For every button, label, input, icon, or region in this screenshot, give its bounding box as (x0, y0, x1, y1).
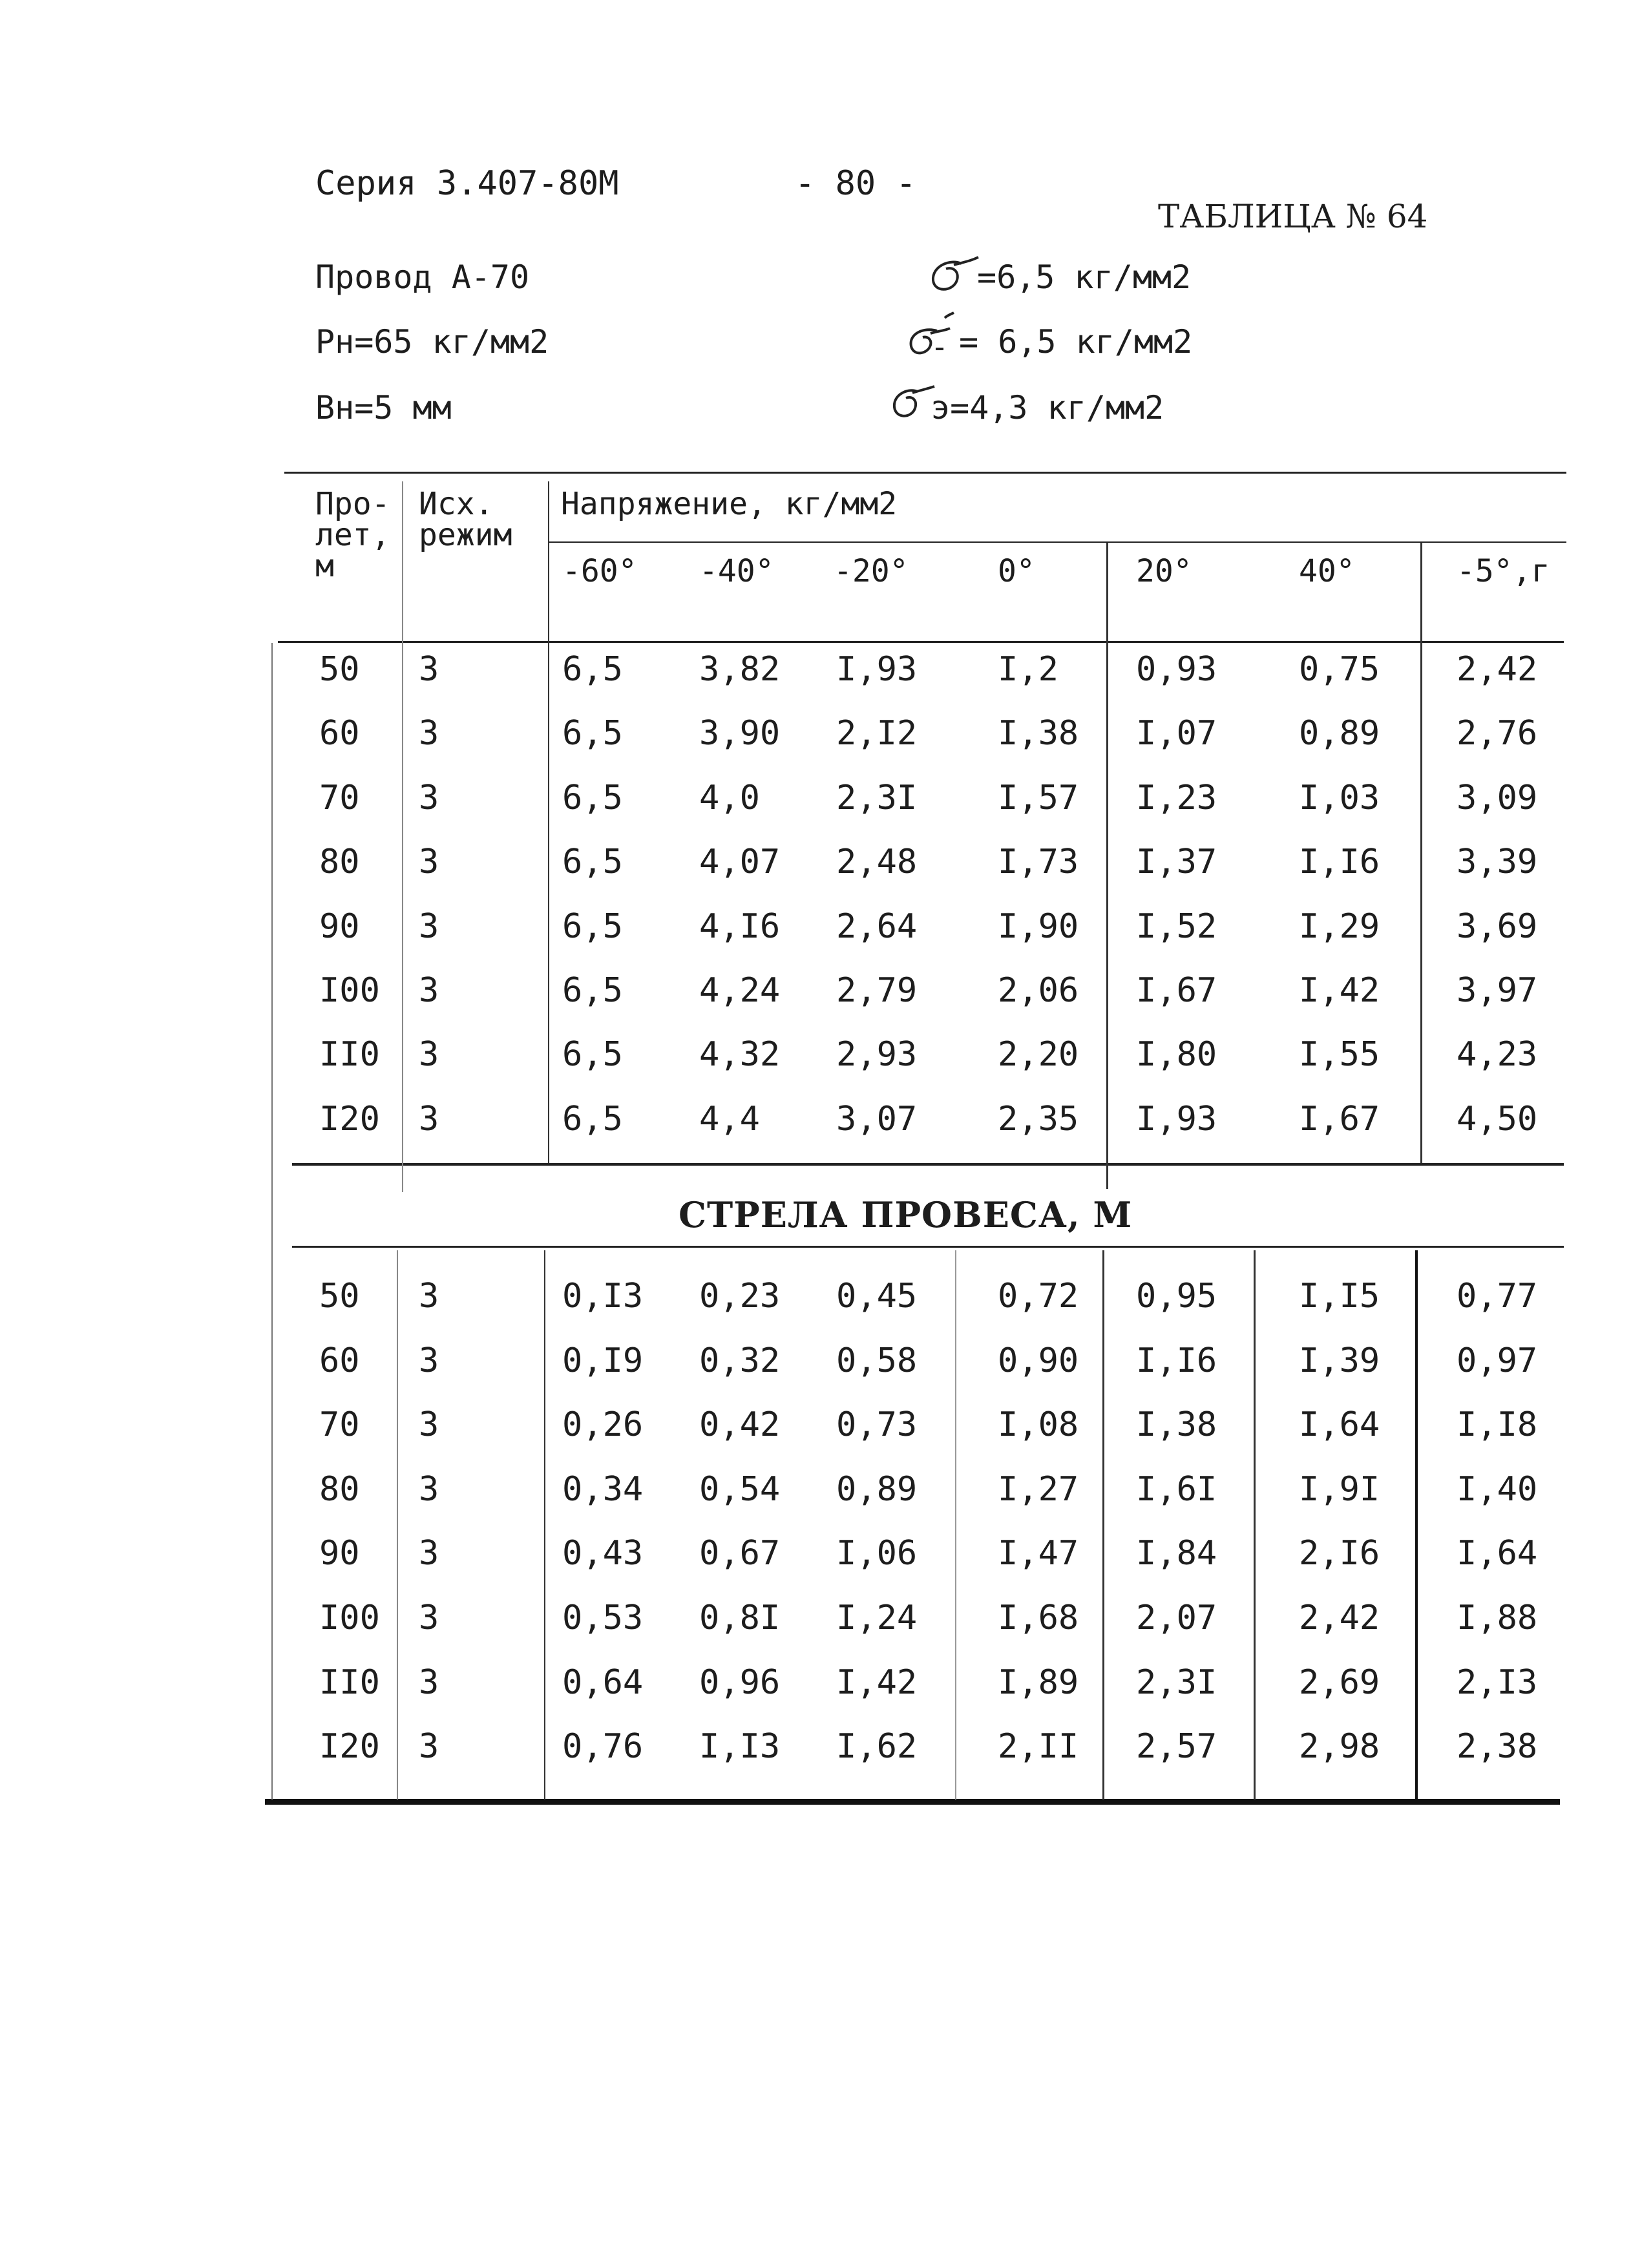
sag-cell-t-m40: I,I3 (699, 1727, 781, 1767)
sag-cell-t-20: I,I6 (1136, 1341, 1217, 1380)
temp-header-m20: -20° (834, 553, 909, 589)
last-col-line (1420, 543, 1422, 1163)
stress-cell-mode: 3 (419, 843, 439, 882)
sag-cell-t-m20: 0,73 (836, 1405, 918, 1445)
header-bottom-rule (278, 641, 1564, 643)
stress-cell-t-0: I,38 (998, 714, 1079, 753)
stress-cell-t-m20: 2,I2 (836, 714, 918, 753)
stress-cell-t-40: I,29 (1299, 907, 1380, 946)
sag-cell-mode: 3 (419, 1663, 439, 1702)
stress-cell-t-20: I,93 (1136, 1099, 1217, 1139)
sag-cell-t-20: 2,07 (1136, 1599, 1217, 1637)
stress-cell-mode: 3 (419, 971, 439, 1010)
sag-cell-t-m20: 0,45 (836, 1277, 918, 1316)
stress-cell-t-m5-ice: 3,09 (1457, 778, 1538, 817)
mid-col-line (1106, 543, 1108, 1189)
stress-cell-t-m20: I,93 (836, 650, 918, 689)
stress-cell-span: II0 (319, 1035, 380, 1075)
stress-cell-t-m5-ice: 3,39 (1457, 843, 1538, 882)
sag-cell-t-0: I,89 (998, 1663, 1079, 1702)
sag-cell-t-20: 2,3I (1136, 1663, 1217, 1702)
sag-cell-t-m5-ice: 2,I3 (1457, 1663, 1538, 1702)
sag-cell-t-m20: I,06 (836, 1534, 918, 1573)
stress-cell-t-m5-ice: 4,23 (1457, 1035, 1538, 1075)
mid-col-line-lower (1102, 1250, 1104, 1800)
sag-cell-t-m20: 0,58 (836, 1341, 918, 1380)
sag-cell-t-0: I,27 (998, 1469, 1079, 1509)
stress-group-line (548, 481, 549, 1163)
temp-header-m60: -60° (562, 553, 637, 589)
sag-cell-t-m60: 0,34 (562, 1469, 644, 1509)
stress-cell-t-0: I,57 (998, 778, 1079, 817)
sag-cell-t-m5-ice: I,88 (1457, 1599, 1538, 1637)
sag-cell-t-40: I,I5 (1299, 1277, 1380, 1316)
stress-cell-t-m5-ice: 2,42 (1457, 650, 1538, 689)
sigma-max-value: =6,5 кг/мм2 (977, 258, 1192, 296)
stress-cell-t-40: I,55 (1299, 1035, 1380, 1075)
sag-cell-t-m40: 0,23 (699, 1277, 781, 1316)
sag-section-header: СТРЕЛА ПРОВЕСА, М (679, 1194, 1133, 1235)
stress-cell-t-m40: 4,0 (699, 778, 760, 817)
sag-cell-t-m5-ice: 0,97 (1457, 1341, 1538, 1380)
sag-cell-t-20: I,38 (1136, 1405, 1217, 1445)
sag-cell-t-20: I,84 (1136, 1534, 1217, 1573)
stress-cell-t-m20: 2,3I (836, 778, 918, 817)
stress-cell-t-m40: 4,I6 (699, 907, 781, 946)
sag-cell-t-m20: I,62 (836, 1727, 918, 1767)
sag-cell-mode: 3 (419, 1341, 439, 1380)
stress-cell-span: I20 (319, 1099, 380, 1139)
temp-header-m5-ice: -5°,г (1457, 553, 1550, 589)
sag-cell-t-0: I,47 (998, 1534, 1079, 1573)
stress-cell-t-0: I,73 (998, 843, 1079, 882)
stress-cell-span: 80 (319, 843, 360, 882)
mode-column-header: Исх. режим (419, 486, 512, 553)
sag-cell-t-m60: 0,I9 (562, 1341, 644, 1380)
stress-cell-t-m60: 6,5 (562, 778, 623, 817)
sag-cell-t-m40: 0,54 (699, 1469, 781, 1509)
stress-cell-mode: 3 (419, 1099, 439, 1139)
sag-cell-t-0: 0,90 (998, 1341, 1079, 1380)
stress-cell-t-20: 0,93 (1136, 650, 1217, 689)
stress-cell-t-m60: 6,5 (562, 650, 623, 689)
temp-header-m40: -40° (699, 553, 774, 589)
sag-cell-t-m60: 0,I3 (562, 1277, 644, 1316)
col40-line-lower (1254, 1250, 1256, 1800)
stress-cell-t-40: 0,89 (1299, 714, 1380, 753)
stress-cell-t-m60: 6,5 (562, 1099, 623, 1139)
table-top-rule (284, 472, 1566, 474)
stress-cell-t-20: I,37 (1136, 843, 1217, 882)
sag-cell-t-m60: 0,26 (562, 1405, 644, 1445)
sag-cell-t-m5-ice: I,64 (1457, 1534, 1538, 1573)
sigma-min-value: = 6,5 кг/мм2 (959, 323, 1193, 361)
sag-cell-t-m40: 0,8I (699, 1599, 781, 1637)
col0-line-lower (955, 1250, 956, 1800)
sag-cell-span: 70 (319, 1405, 360, 1445)
sag-cell-mode: 3 (419, 1277, 439, 1316)
sag-cell-t-40: 2,98 (1299, 1727, 1380, 1767)
last-col-line-lower (1415, 1250, 1418, 1800)
span-column-header: Про- лет, м (315, 486, 390, 584)
stress-cell-t-m40: 4,32 (699, 1035, 781, 1075)
stress-cell-mode: 3 (419, 907, 439, 946)
stress-cell-t-m40: 4,24 (699, 971, 781, 1010)
sag-cell-t-0: I,68 (998, 1599, 1079, 1637)
stress-cell-mode: 3 (419, 778, 439, 817)
temp-header-20: 20° (1136, 553, 1192, 589)
stress-cell-span: 60 (319, 714, 360, 753)
sag-cell-t-40: 2,69 (1299, 1663, 1380, 1702)
sag-cell-t-m40: 0,42 (699, 1405, 781, 1445)
sigma-e-value: э=4,3 кг/мм2 (931, 389, 1164, 426)
stress-cell-t-m60: 6,5 (562, 843, 623, 882)
stress-cell-t-m40: 4,4 (699, 1099, 760, 1139)
sag-cell-t-20: I,6I (1136, 1469, 1217, 1509)
ice-thickness-param: Вн=5 мм (315, 389, 452, 426)
stress-cell-t-m5-ice: 3,97 (1457, 971, 1538, 1010)
sag-cell-t-m40: 0,96 (699, 1663, 781, 1702)
sag-cell-t-m20: I,24 (836, 1599, 918, 1637)
sag-cell-mode: 3 (419, 1727, 439, 1767)
wire-type: Провод А-70 (315, 258, 530, 296)
stress-cell-t-0: 2,06 (998, 971, 1079, 1010)
temp-header-rule (548, 541, 1566, 543)
mode-col-line (402, 481, 403, 1192)
sag-cell-t-40: I,39 (1299, 1341, 1380, 1380)
stress-cell-t-40: I,I6 (1299, 843, 1380, 882)
sag-group-line (544, 1250, 545, 1800)
sag-cell-span: 60 (319, 1341, 360, 1380)
stress-cell-t-m60: 6,5 (562, 714, 623, 753)
sag-cell-t-0: I,08 (998, 1405, 1079, 1445)
sag-cell-t-m5-ice: 0,77 (1457, 1277, 1538, 1316)
stress-cell-t-m60: 6,5 (562, 971, 623, 1010)
sag-cell-t-m5-ice: I,I8 (1457, 1405, 1538, 1445)
stress-cell-t-m5-ice: 2,76 (1457, 714, 1538, 753)
stress-cell-t-40: I,03 (1299, 778, 1380, 817)
sag-cell-t-m20: I,42 (836, 1663, 918, 1702)
stress-cell-span: I00 (319, 971, 380, 1010)
stress-cell-t-m40: 4,07 (699, 843, 781, 882)
stress-cell-t-m20: 2,93 (836, 1035, 918, 1075)
sag-cell-t-40: 2,42 (1299, 1599, 1380, 1637)
stress-cell-t-m60: 6,5 (562, 1035, 623, 1075)
sag-cell-span: I20 (319, 1727, 380, 1767)
sag-cell-t-0: 2,II (998, 1727, 1079, 1767)
sag-cell-t-40: I,64 (1299, 1405, 1380, 1445)
sag-cell-mode: 3 (419, 1599, 439, 1637)
sag-cell-t-m5-ice: I,40 (1457, 1469, 1538, 1509)
stress-cell-t-20: I,23 (1136, 778, 1217, 817)
sag-cell-t-m40: 0,67 (699, 1534, 781, 1573)
stress-cell-t-m20: 2,79 (836, 971, 918, 1010)
sag-top-rule (292, 1246, 1564, 1248)
stress-cell-span: 50 (319, 650, 360, 689)
sag-cell-t-20: 2,57 (1136, 1727, 1217, 1767)
stress-cell-mode: 3 (419, 714, 439, 753)
sag-cell-mode: 3 (419, 1405, 439, 1445)
sag-cell-t-m20: 0,89 (836, 1469, 918, 1509)
stress-bottom-rule (292, 1163, 1564, 1166)
stress-cell-t-40: I,42 (1299, 971, 1380, 1010)
sag-cell-span: 50 (319, 1277, 360, 1316)
sag-cell-t-m60: 0,64 (562, 1663, 644, 1702)
stress-cell-t-0: I,2 (998, 650, 1058, 689)
stress-cell-t-0: 2,35 (998, 1099, 1079, 1139)
stress-group-header: Напряжение, кг/мм2 (561, 486, 898, 522)
sag-cell-span: II0 (319, 1663, 380, 1702)
mode-col-line-lower (397, 1250, 398, 1800)
table-title: ТАБЛИЦА № 64 (1158, 198, 1428, 235)
temp-header-40: 40° (1299, 553, 1355, 589)
stress-cell-t-m20: 3,07 (836, 1099, 918, 1139)
stress-cell-t-20: I,07 (1136, 714, 1217, 753)
sigma-symbol-1 (924, 252, 982, 304)
pressure-param: Рн=65 кг/мм2 (315, 323, 549, 361)
stress-cell-span: 70 (319, 778, 360, 817)
sag-cell-t-40: I,9I (1299, 1469, 1380, 1509)
sag-cell-t-m40: 0,32 (699, 1341, 781, 1380)
table-bottom-rule (265, 1799, 1560, 1805)
stress-cell-mode: 3 (419, 650, 439, 689)
stress-cell-t-m60: 6,5 (562, 907, 623, 946)
sag-cell-mode: 3 (419, 1534, 439, 1573)
sag-cell-t-m5-ice: 2,38 (1457, 1727, 1538, 1767)
stress-cell-t-m20: 2,64 (836, 907, 918, 946)
sag-cell-t-m60: 0,76 (562, 1727, 644, 1767)
sag-cell-span: 90 (319, 1534, 360, 1573)
series-label: Серия 3.407-80М (315, 164, 619, 203)
sag-cell-mode: 3 (419, 1469, 439, 1509)
sag-cell-t-0: 0,72 (998, 1277, 1079, 1316)
stress-cell-t-20: I,80 (1136, 1035, 1217, 1075)
temp-header-0: 0° (998, 553, 1035, 589)
sag-cell-span: 80 (319, 1469, 360, 1509)
stress-cell-t-m5-ice: 4,50 (1457, 1099, 1538, 1139)
sag-cell-t-40: 2,I6 (1299, 1534, 1380, 1573)
stress-cell-t-m40: 3,82 (699, 650, 781, 689)
stress-cell-mode: 3 (419, 1035, 439, 1075)
stress-cell-t-0: I,90 (998, 907, 1079, 946)
stress-cell-t-m20: 2,48 (836, 843, 918, 882)
sag-cell-t-20: 0,95 (1136, 1277, 1217, 1316)
sag-cell-span: I00 (319, 1599, 380, 1637)
stress-cell-t-20: I,52 (1136, 907, 1217, 946)
sag-cell-t-m60: 0,43 (562, 1534, 644, 1573)
left-edge-line (271, 643, 273, 1800)
stress-cell-t-m40: 3,90 (699, 714, 781, 753)
stress-cell-span: 90 (319, 907, 360, 946)
page-number: - 80 - (795, 164, 916, 203)
stress-cell-t-40: 0,75 (1299, 650, 1380, 689)
stress-cell-t-0: 2,20 (998, 1035, 1079, 1075)
sag-cell-t-m60: 0,53 (562, 1599, 644, 1637)
stress-cell-t-20: I,67 (1136, 971, 1217, 1010)
stress-cell-t-40: I,67 (1299, 1099, 1380, 1139)
stress-cell-t-m5-ice: 3,69 (1457, 907, 1538, 946)
